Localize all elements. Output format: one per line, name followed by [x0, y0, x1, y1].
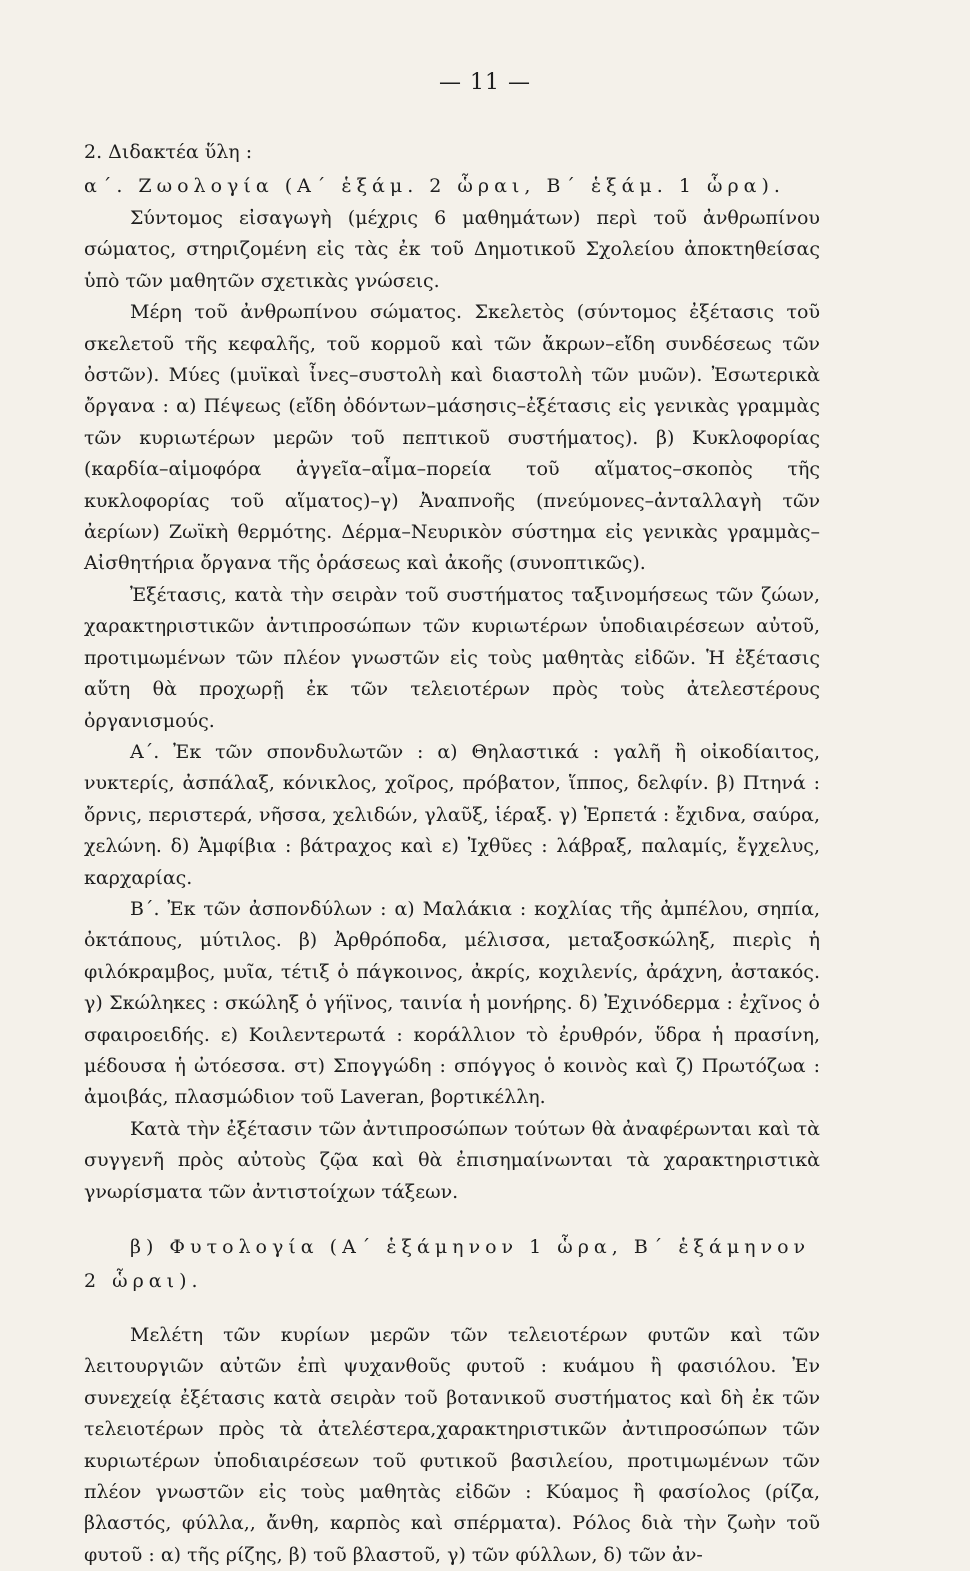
- zoology-heading: α΄. Ζωολογία (Α΄ ἑξάμ. 2 ὧραι, Β΄ ἑξάμ. 1 ὧρα).: [84, 175, 785, 197]
- zoology-paragraph-body-parts: Μέρη τοῦ ἀνθρωπίνου σώματος. Σκελετὸς (σύντομος ἐξέτασις τοῦ σκελετοῦ τῆς κεφαλῆς, τοῦ κορμοῦ καὶ τῶν ἄκρων–εἴδη συνδέσεως τῶν ὀστῶν). Μύες (μυϊκαὶ ἶνες–συστολὴ καὶ διαστολὴ τῶν μυῶν). Ἐσωτερικὰ ὄργανα : α) Πέψεως (εἴδη ὀδόντων–μάσησις–ἐξέτασις εἰς γενικὰς γραμμὰς τῶν κυριωτέρων μερῶν τοῦ πεπτικοῦ συστήματος). β) Κυκλοφορίας (καρδία–αἱμοφόρα ἀγγεῖα–αἷμα–πορεία τοῦ αἵματος–σκοπὸς τῆς κυκλοφορίας τοῦ αἵματος)–γ) Ἀναπνοῆς (πνεύμονες–ἀνταλλαγὴ τῶν ἀερίων) Ζωϊκὴ θερμότης. Δέρμα–Νευρικὸν σύστημα εἰς γενικὰς γραμμὰς–Αἰσθητήρια ὄργανα τῆς ὁράσεως καὶ ἀκοῆς (συνοπτικῶς).: [84, 301, 820, 575]
- botany-paragraph-study: Μελέτη τῶν κυρίων μερῶν τῶν τελειοτέρων φυτῶν καὶ τῶν λειτουργιῶν αὐτῶν ἐπὶ ψυχανθοῦς φυτοῦ : κυάμου ἢ φασιόλου. Ἐν συνεχείᾳ ἐξέτασις κατὰ σειρὰν τοῦ βοτανικοῦ συστήματος καὶ δὴ ἐκ τῶν τελειοτέρων πρὸς τὰ ἀτελέστερα,χαρακτηριστικῶν ἀντιπροσώπων τῶν κυριωτέρων ὑποδιαιρέσεων τοῦ φυτικοῦ βασιλείου, προτιμωμένων τῶν πλέον γνωστῶν εἰς τοὺς μαθητὰς εἰδῶν : Κύαμος ἢ φασίολος (ρίζα, βλαστός, φύλλα,, ἄνθη, καρπὸς καὶ σπέρματα). Ρόλος διὰ τὴν ζωὴν τοῦ φυτοῦ : α) τῆς ρίζης, β) τοῦ βλαστοῦ, γ) τῶν φύλλων, δ) τῶν ἀν-: [84, 1324, 820, 1566]
- zoology-paragraph-invertebrates: Β΄. Ἐκ τῶν ἀσπονδύλων : α) Μαλάκια : κοχλίας τῆς ἀμπέλου, σηπία, ὀκτάπους, μύτιλος. β) Ἀρθρόποδα, μέλισσα, μεταξοσκώληξ, πιερὶς ἡ φιλόκραμβος, μυῖα, τέτιξ ὁ πάγκοινος, ἀκρίς, κοχιλενίς, ἀράχνη, ἀστακός. γ) Σκώληκες : σκώληξ ὁ γήϊνος, ταινία ἡ μονήρης. δ) Ἐχινόδερμα : ἐχῖνος ὁ σφαιροειδής. ε) Κοιλεντερωτά : κοράλλιον τὸ ἐρυθρόν, ὕδρα ἡ πρασίνη, μέδουσα ἡ ὠτόεσσα. στ) Σπογγώδη : σπόγγος ὁ κοινὸς καὶ ζ) Πρωτόζωα : ἀμοιβάς, πλασμώδιον τοῦ Laveran, βορτικέλλη.: [84, 897, 820, 1109]
- zoology-paragraph-intro: Σύντομος εἰσαγωγὴ (μέχρις 6 μαθημάτων) περὶ τοῦ ἀνθρωπίνου σώματος, στηριζομένη εἰς τὰς ἐκ τοῦ Δημοτικοῦ Σχολείου ἀποκτηθείσας ὑπὸ τῶν μαθητῶν σχετικὰς γνώσεις.: [84, 207, 820, 292]
- page-number: — 11 —: [439, 70, 531, 95]
- zoology-paragraph-related-animals: Κατὰ τὴν ἐξέτασιν τῶν ἀντιπροσώπων τούτων θὰ ἀναφέρωνται καὶ τὰ συγγενῆ πρὸς αὐτοὺς ζῷα καὶ θὰ ἐπισημαίνωνται τὰ χαρακτηριστικὰ γνωρίσματα τῶν ἀντιστοίχων τάξεων.: [84, 1117, 820, 1203]
- botany-heading: β) Φυτολογία (Α΄ ἑξάμηνον 1 ὧρα, Β΄ ἑξάμηνον 2 ὧραι).: [84, 1236, 811, 1292]
- zoology-paragraph-classification: Ἐξέτασις, κατὰ τὴν σειρὰν τοῦ συστήματος ταξινομήσεως τῶν ζώων, χαρακτηριστικῶν ἀντιπροσώπων τῶν κυριωτέρων ὑποδιαιρέσεων αὐτοῦ, προτιμωμένων τῶν πλέον γνωστῶν εἰς τοὺς μαθητὰς εἰδῶν. Ἡ ἐξέτασις αὕτη θὰ προχωρῇ ἐκ τῶν τελειοτέρων πρὸς τοὺς ἀτελεστέρους ὀργανισμούς.: [84, 583, 820, 732]
- zoology-paragraph-vertebrates: Α΄. Ἐκ τῶν σπονδυλωτῶν : α) Θηλαστικά : γαλῆ ἢ οἰκοδίαιτος, νυκτερίς, ἀσπάλαξ, κόνικλος, χοῖρος, πρόβατον, ἵππος, δελφίν. β) Πτηνά : ὄρνις, περιστερά, νῆσσα, χελιδών, γλαῦξ, ἱέραξ. γ) Ἑρπετά : ἔχιδνα, σαύρα, χελώνη. δ) Ἀμφίβια : βάτραχος καὶ ε) Ἰχθῦες : λάβραξ, παλαμίς, ἔγχελυς, καρχαρίας.: [84, 740, 820, 889]
- section-title: 2. Διδακτέα ὕλη :: [84, 141, 253, 163]
